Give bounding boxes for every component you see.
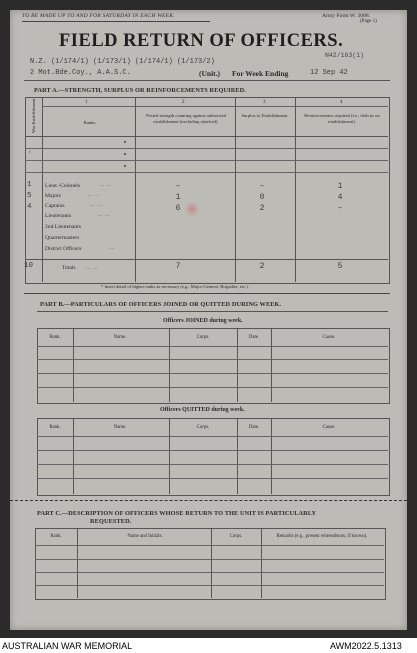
col-rank: Rank. [50,534,62,539]
unit-label: (Unit.) [199,69,221,78]
posted-value: 6 [175,204,181,213]
asterisk-mark [124,165,126,167]
header-divider [24,80,390,81]
col-number-4: 4 [340,100,343,105]
col-number-3: 3 [263,100,266,105]
page-title: FIELD RETURN OF OFFICERS. [59,31,344,51]
part-b-heading: PART B.—PARTICULARS OF OFFICERS JOINED OR QUITTED DURING WEEK. [40,301,282,308]
unit-name: 2 Mot.Bde.Coy., A.A.S.C. [30,69,131,77]
col-ranks: Ranks. [83,120,97,125]
surplus-value: 2 [259,204,265,213]
surplus-value: – [259,182,265,191]
col-name-initials: Name and Initials. [127,534,163,539]
asterisk-mark [124,153,126,155]
archive-caption: AUSTRALIAN WAR MEMORIAL [2,641,133,651]
col-surplus: Surplus to Establishment. [241,113,289,118]
asterisk-mark [124,141,126,143]
col-corps: Corps. [196,335,210,340]
totals-label: Totals [62,265,76,271]
part-c-heading: PART C.—DESCRIPTION OF OFFICERS WHOSE RETURN TO THE UNIT IS PARTICULARLY [37,510,317,517]
col-war-establishment: War Establishment [31,98,37,134]
col-cause: Cause. [322,335,336,340]
reinforcement-value: 4 [337,193,343,202]
war-est-value: 1 [27,181,32,189]
reinforcement-value: 1 [337,182,343,191]
col-date: Date. [248,425,260,430]
rank-label: Quartermasters [45,235,80,241]
perforation-line [10,500,407,501]
rank-label: Majors [45,193,61,199]
col-name: Name. [113,335,127,340]
part-a-footnote: * Insert detail of higher ranks as necessary (e.g., Major-General, Brigadier, etc.). [101,284,249,289]
col-posted-strength: Posted strength counting against authorised establishment (excluding attached). [146,113,226,124]
reinforcement-total: 5 [337,262,343,271]
war-est-value: 4 [27,203,32,211]
accession-number: AWM2022.5.1313 [330,641,402,651]
week-ending-label: For Week Ending [232,69,289,78]
col-number-2: 2 [182,100,185,105]
form-number: Army Form W. 3008. [322,13,371,19]
war-est-value: 5 [27,192,32,200]
war-est-total: 10 [24,262,34,270]
quitted-heading: Officers QUITTED during week. [160,407,245,413]
header-instruction: TO BE MADE UP TO AND FOR SATURDAY IN EACH WEEK. [22,13,175,19]
col-rank: Rank. [49,425,61,430]
col-date: Date. [248,335,260,340]
posted-value: 1 [175,193,181,202]
col-corps: Corps. [229,534,243,539]
posted-total: 7 [175,262,181,271]
page-number: (Page 1) [360,19,377,24]
col-cause: Cause. [322,425,336,430]
ink-stamp [184,202,200,216]
col-remarks: Remarks (e.g., present whereabouts, if known). [276,534,368,539]
unit-codes: N.Z. (1/174/1) (1/173/1) (1/174/1) (1/173/2) [30,58,215,66]
rank-label: Lieut.-Colonels [45,183,80,189]
part-a-heading: PART A.—STRENGTH, SURPLUS OR REINFORCEMENTS REQUIRED. [34,87,246,94]
surplus-value: 0 [259,193,265,202]
joined-heading: Officers JOINED during week. [163,318,243,324]
col-number-1: 1 [85,100,88,105]
col-rank: Rank. [49,335,61,340]
part-c-heading-cont: REQUESTED. [90,518,132,525]
rank-label: Lieutenants [45,213,72,219]
reinforcement-value: – [337,204,343,213]
week-ending-date: 12 Sep 42 [310,69,348,77]
rank-label: 2nd Lieutenants [45,224,81,230]
section-divider [24,293,390,294]
col-corps: Corps. [196,425,210,430]
rank-label: Captains [45,203,65,209]
surplus-total: 2 [259,262,265,271]
col-reinforcements: Reinforcements required (i.e., deficits on establishment). [304,113,380,124]
rank-label: District Officers [45,246,82,252]
header-rule [22,21,210,22]
col-name: Name. [113,425,127,430]
reference-number: N42/163(1) [325,52,365,59]
posted-value: – [175,182,181,191]
